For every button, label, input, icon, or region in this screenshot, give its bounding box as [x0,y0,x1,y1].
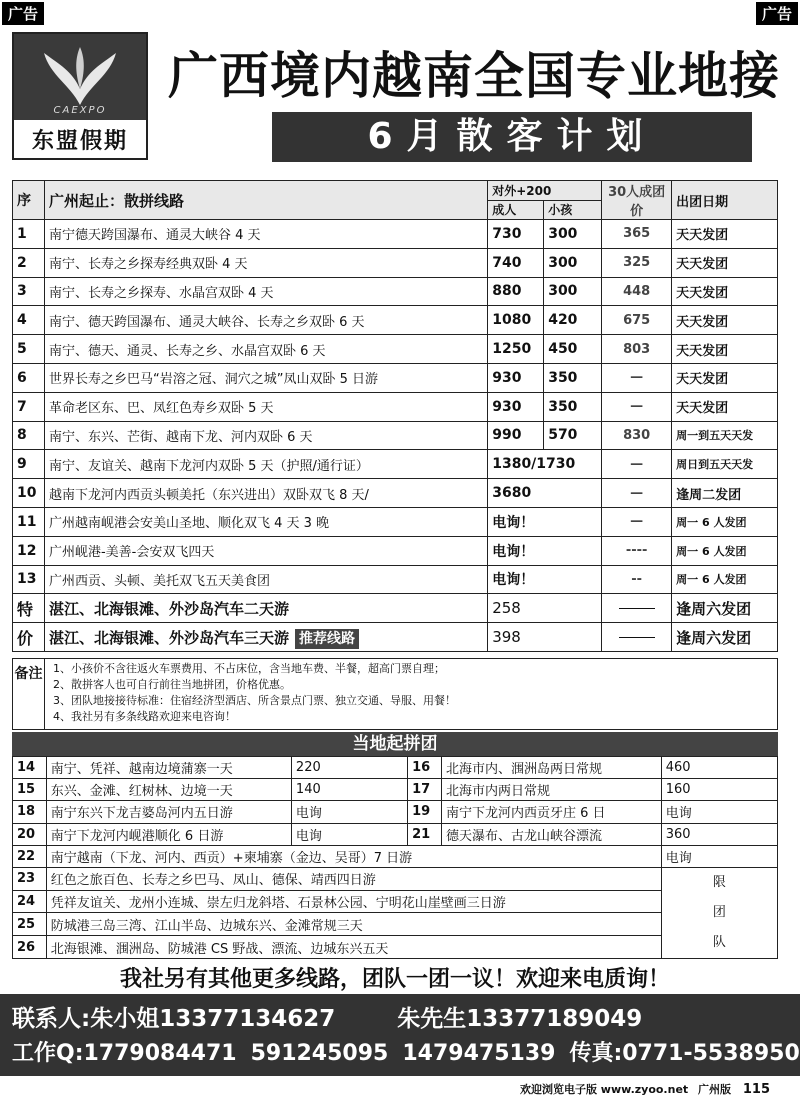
route-date: 天天发团 [672,248,778,277]
local-route: 北海市内两日常规 [441,779,661,801]
route-group: — [602,363,672,392]
route-num: 7 [13,392,45,421]
route-child: 300 [544,248,602,277]
table-row [13,845,778,867]
special-price-2: 398 [488,623,602,652]
special-group-2 [602,623,672,652]
local-num: 18 [13,801,47,823]
notes-box [12,658,778,730]
route-group: -- [602,565,672,594]
table-row [13,867,778,890]
route-child: 300 [544,220,602,249]
table-row [13,392,778,421]
special-group-1 [602,594,672,623]
table-row [13,823,778,845]
page-footer [0,1080,800,1100]
local-table [12,756,778,959]
table-row [13,536,778,565]
route-route: 南宁、东兴、芒街、越南下龙、河内双卧 6 天 [44,421,487,450]
local-num: 24 [13,890,47,913]
local-route: 德天瀑布、古龙山峡谷漂流 [441,823,661,845]
route-num: 6 [13,363,45,392]
special-label-2: 价 [13,623,45,652]
route-group: 675 [602,306,672,335]
route-route: 广州岘港-美善-会安双飞四天 [44,536,487,565]
special-date-1: 逢周六发团 [672,594,778,623]
route-adult: 730 [488,220,544,249]
route-route: 世界长寿之乡巴马“岩溶之冠、洞穴之城”凤山双卧 5 日游 [44,363,487,392]
local-route: 南宁下龙河内岘港顺化 6 日游 [46,823,291,845]
table-header-row [13,181,778,201]
route-child: 300 [544,277,602,306]
page-subtitle: 6月散客计划 [272,112,752,162]
route-date: 周日到五天天发 [672,450,778,479]
table-row [13,335,778,364]
route-table [12,180,778,652]
contact-line-1 [12,1000,642,1033]
local-route: 红色之旅百色、长寿之乡巴马、凤山、德保、靖西四日游 [46,867,661,890]
route-adult: 1380/1730 [488,450,602,479]
special-row-1 [13,594,778,623]
local-price: 160 [661,779,777,801]
table-row [13,450,778,479]
contact-qq-1: 工作Q:1779084471 [12,1041,237,1066]
local-num: 14 [13,757,47,779]
local-num: 25 [13,913,47,936]
route-adult: 740 [488,248,544,277]
route-adult: 990 [488,421,544,450]
route-num: 9 [13,450,45,479]
local-route: 东兴、金滩、红树林、边境一天 [46,779,291,801]
local-num: 22 [13,845,47,867]
route-child: 450 [544,335,602,364]
local-num: 19 [408,801,442,823]
local-price: 电询 [661,801,777,823]
route-route: 革命老区东、巴、凤红色寿乡双卧 5 天 [44,392,487,421]
special-label-1: 特 [13,594,45,623]
route-date: 天天发团 [672,220,778,249]
special-price-1: 258 [488,594,602,623]
local-route: 南宁下龙河内西贡牙庄 6 日 [441,801,661,823]
route-date: 周一 6 人发团 [672,536,778,565]
route-num: 10 [13,479,45,508]
route-adult: 电询！ [488,565,602,594]
route-route: 广州西贡、头顿、美托双飞五天美食团 [44,565,487,594]
local-price: 电询 [291,801,407,823]
limit-char: 限 [712,874,726,890]
route-adult: 电询！ [488,536,602,565]
route-date: 周一到五天天发 [672,421,778,450]
special-route-1: 湛江、北海银滩、外沙岛汽车二天游 [44,594,487,623]
note-item: 1、小孩价不含往返火车票费用、不占床位，含当地车费、半餐，超高门票自理； [53,662,445,675]
route-group: ---- [602,536,672,565]
table-row [13,757,778,779]
table-row [13,277,778,306]
route-route: 广州越南岘港会安美山圣地、顺化双飞 4 天 3 晚 [44,507,487,536]
local-route: 南宁越南（下龙、河内、西贡）+柬埔寨（金边、吴哥）7 日游 [46,845,661,867]
limit-char: 队 [712,934,726,950]
route-group: — [602,450,672,479]
route-num: 8 [13,421,45,450]
note-item: 2、散拼客人也可自行前往当地拼团，价格优惠。 [53,678,291,691]
table-row [13,779,778,801]
route-child: 350 [544,363,602,392]
table-row [13,507,778,536]
route-num: 2 [13,248,45,277]
route-adult: 930 [488,363,544,392]
special-date-2: 逢周六发团 [672,623,778,652]
route-adult: 电询！ [488,507,602,536]
logo-brand-en: CAEXPO [53,105,107,116]
table-row [13,306,778,335]
route-group: 325 [602,248,672,277]
route-group: 448 [602,277,672,306]
route-date: 天天发团 [672,306,778,335]
contact-bar [0,994,800,1076]
route-date: 天天发团 [672,335,778,364]
page-number: 115 [742,1082,770,1097]
route-route: 南宁德天跨国瀑布、通灵大峡谷 4 天 [44,220,487,249]
route-route: 南宁、长寿之乡探寿经典双卧 4 天 [44,248,487,277]
logo-emblem [14,34,146,120]
route-adult: 880 [488,277,544,306]
route-date: 天天发团 [672,392,778,421]
header-group: 30人成团价 [602,181,672,220]
route-group: 365 [602,220,672,249]
route-adult: 1080 [488,306,544,335]
route-route: 南宁、友谊关、越南下龙河内双卧 5 天（护照/通行证） [44,450,487,479]
special-route-2 [44,623,487,652]
route-group: — [602,479,672,508]
route-child: 420 [544,306,602,335]
table-row [13,565,778,594]
header-adult: 成人 [488,200,544,220]
table-row [13,363,778,392]
header-external: 对外+200 [488,181,602,201]
notes-label: 备注 [13,659,45,729]
route-route: 南宁、德天跨国瀑布、通灵大峡谷、长寿之乡双卧 6 天 [44,306,487,335]
local-num: 17 [408,779,442,801]
route-num: 13 [13,565,45,594]
limit-label [661,867,777,958]
table-row [13,421,778,450]
logo [12,32,148,160]
route-child: 570 [544,421,602,450]
local-route: 防城港三岛三湾、江山半岛、边城东兴、金滩常规三天 [46,913,661,936]
bottom-note: 我社另有其他更多线路，团队一团一议！欢迎来电质询！ [119,967,670,992]
local-price: 140 [291,779,407,801]
route-num: 12 [13,536,45,565]
route-num: 4 [13,306,45,335]
local-price: 电询 [661,845,777,867]
footer-edition: 广州版 [698,1083,732,1096]
page-title: 广西境内越南全国专业地接 [168,47,780,105]
special-row-2 [13,623,778,652]
contact-qq-2: 591245095 [250,1041,389,1066]
header-route: 广州起止：散拼线路 [44,181,487,220]
note-item: 3、团队地接接待标准：住宿经济型酒店、所含景点门票、独立交通、导服、用餐！ [53,694,456,707]
header-child: 小孩 [544,200,602,220]
local-num: 15 [13,779,47,801]
local-price: 电询 [291,823,407,845]
header [10,30,792,168]
route-route: 南宁、德天、通灵、长寿之乡、水晶宫双卧 6 天 [44,335,487,364]
local-num: 16 [408,757,442,779]
table-row [13,479,778,508]
footer-text: 欢迎浏览电子版 www.zyoo.net [519,1083,689,1096]
local-route: 北海市内、涠洲岛两日常规 [441,757,661,779]
route-date: 逢周二发团 [672,479,778,508]
header-num: 序 [13,181,45,220]
notes-list [53,661,456,725]
logo-flower-icon [40,45,120,109]
local-price: 360 [661,823,777,845]
logo-brand-cn: 东盟假期 [31,129,128,154]
local-section-title: 当地起拼团 [12,732,778,756]
local-route: 北海银滩、涠洲岛、防城港 CS 野战、漂流、边城东兴五天 [46,936,661,959]
local-num: 20 [13,823,47,845]
contact-qq-3: 1479475139 [402,1041,556,1066]
table-row [13,801,778,823]
special-route-2-text: 湛江、北海银滩、外沙岛汽车三天游 [48,628,289,647]
route-group: — [602,507,672,536]
local-num: 26 [13,936,47,959]
ad-tag-right: 广告 [756,2,798,25]
ad-tag-left: 广告 [2,2,44,25]
route-num: 11 [13,507,45,536]
local-route: 凭祥友谊关、龙州小连城、崇左归龙斜塔、石景林公园、宁明花山崖壁画三日游 [46,890,661,913]
route-route: 越南下龙河内西贡头顿美托（东兴进出）双卧双飞 8 天/ [44,479,487,508]
local-price: 460 [661,757,777,779]
local-price: 220 [291,757,407,779]
route-route: 南宁、长寿之乡探寿、水晶宫双卧 4 天 [44,277,487,306]
route-date: 周一 6 人发团 [672,507,778,536]
route-adult: 3680 [488,479,602,508]
route-child: 350 [544,392,602,421]
local-route: 南宁东兴下龙吉婆岛河内五日游 [46,801,291,823]
route-num: 5 [13,335,45,364]
recommend-badge: 推荐线路 [295,629,359,649]
local-num: 23 [13,867,47,890]
route-group: — [602,392,672,421]
route-group: 830 [602,421,672,450]
limit-char: 团 [712,904,726,920]
table-row [13,248,778,277]
route-date: 周一 6 人发团 [672,565,778,594]
route-num: 1 [13,220,45,249]
route-adult: 1250 [488,335,544,364]
local-num: 21 [408,823,442,845]
header-date: 出团日期 [672,181,778,220]
contact-fax: 传真:0771-5538950 [569,1041,800,1066]
table-row [13,220,778,249]
contact-person-1: 联系人:朱小姐13377134627 [12,1006,336,1032]
route-date: 天天发团 [672,277,778,306]
route-date: 天天发团 [672,363,778,392]
contact-person-2: 朱先生13377189049 [397,1006,643,1032]
route-adult: 930 [488,392,544,421]
route-num: 3 [13,277,45,306]
note-item: 4、我社另有多条线路欢迎来电咨询！ [53,710,236,723]
local-route: 南宁、凭祥、越南边境蒲寨一天 [46,757,291,779]
contact-line-2 [12,1036,800,1067]
route-group: 803 [602,335,672,364]
